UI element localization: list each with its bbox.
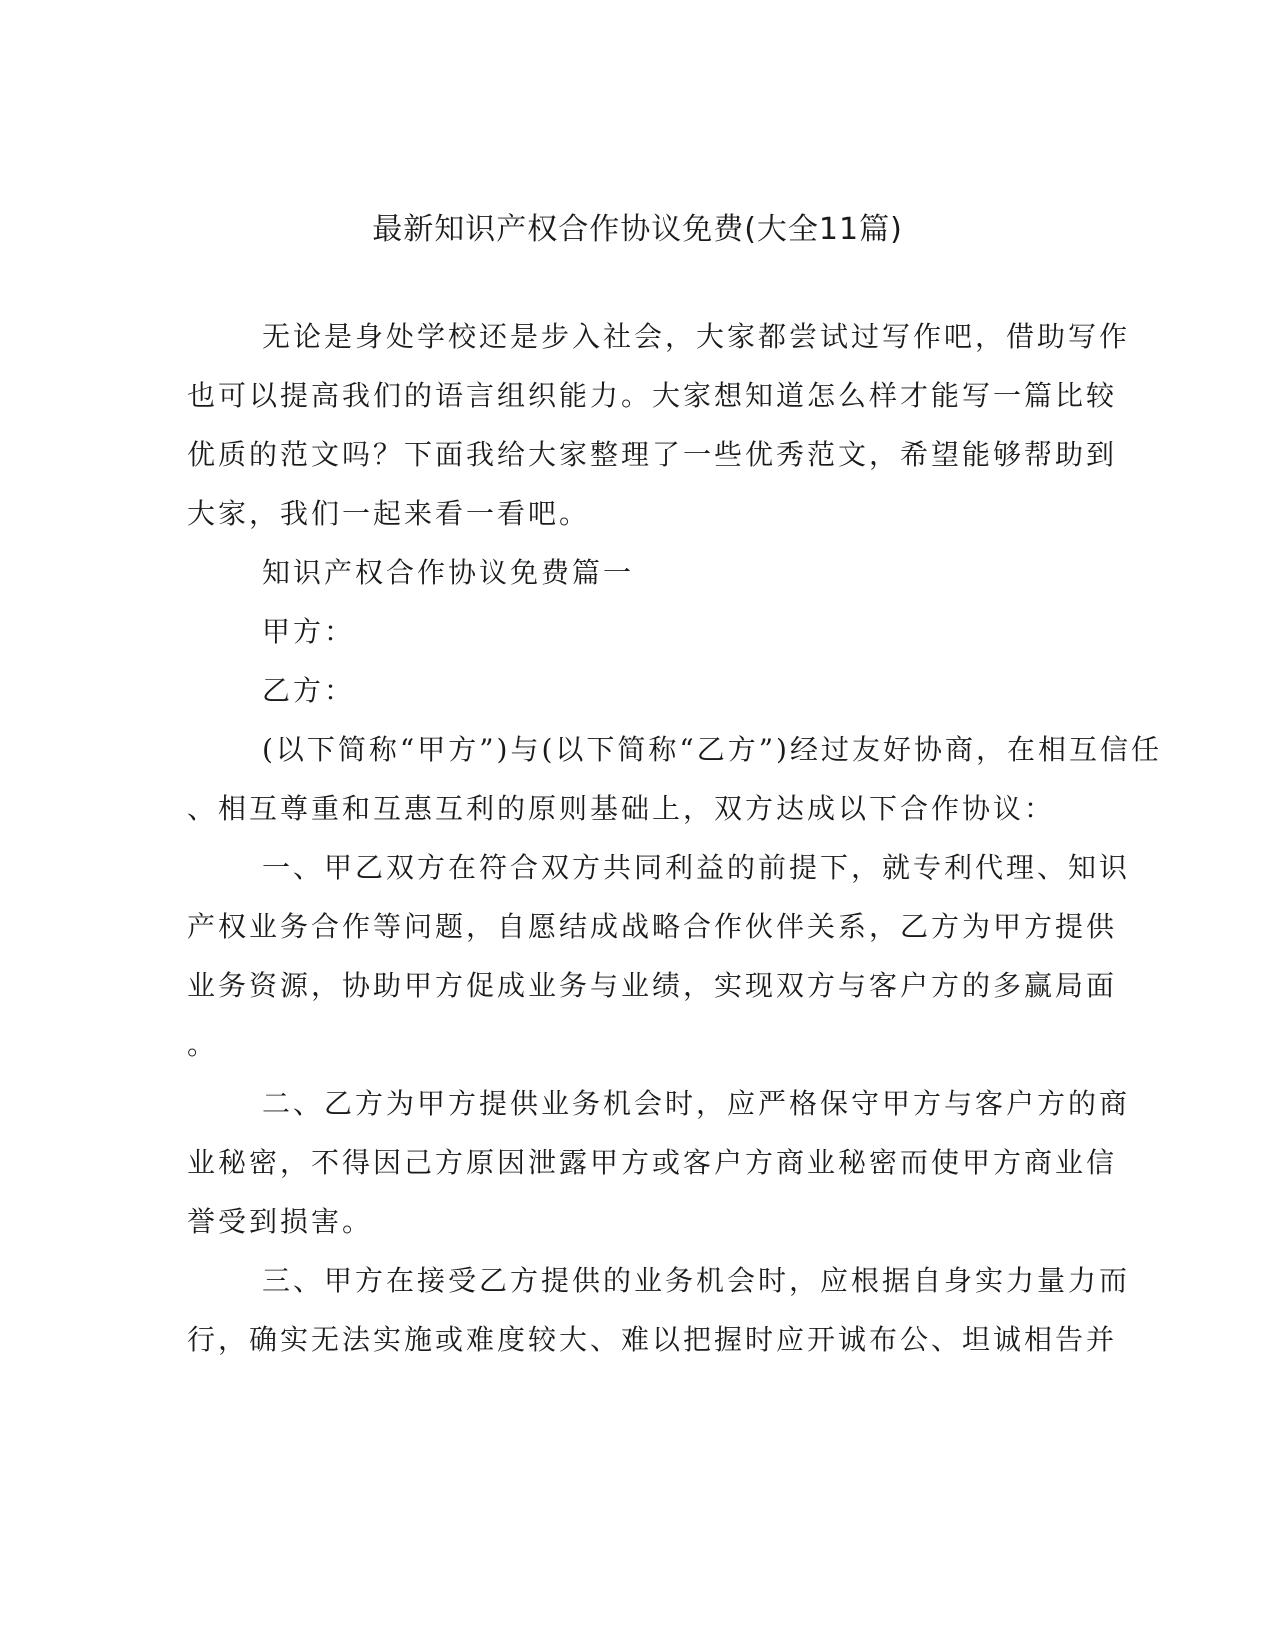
paragraph-line: (以下简称“甲方”)与(以下简称“乙方”)经过友好协商，在相互信任 bbox=[262, 733, 1162, 766]
paragraph-line: 行，确实无法实施或难度较大、难以把握时应开诚布公、坦诚相告并 bbox=[187, 1323, 1118, 1356]
paragraph-line: 二、乙方为甲方提供业务机会时，应严格保守甲方与客户方的商 bbox=[262, 1087, 1131, 1120]
paragraph-line: 一、甲乙双方在符合双方共同利益的前提下，就专利代理、知识 bbox=[262, 851, 1131, 884]
party-a-label: 甲方： bbox=[262, 615, 356, 648]
paragraph-line: 三、甲方在接受乙方提供的业务机会时，应根据自身实力量力而 bbox=[262, 1264, 1131, 1297]
paragraph-line: 。 bbox=[187, 1028, 219, 1061]
section-heading: 知识产权合作协议免费篇一 bbox=[262, 556, 635, 589]
paragraph-line: 产权业务合作等问题，自愿结成战略合作伙伴关系，乙方为甲方提供 bbox=[187, 910, 1118, 943]
paragraph-line: 优质的范文吗？下面我给大家整理了一些优秀范文，希望能够帮助到 bbox=[187, 438, 1118, 471]
party-b-label: 乙方： bbox=[262, 674, 356, 707]
paragraph-line: 无论是身处学校还是步入社会，大家都尝试过写作吧，借助写作 bbox=[262, 320, 1131, 353]
paragraph-line: 也可以提高我们的语言组织能力。大家想知道怎么样才能写一篇比较 bbox=[187, 379, 1118, 412]
document-title: 最新知识产权合作协议免费(大全11篇) bbox=[372, 212, 903, 247]
paragraph-line: 、相互尊重和互惠互利的原则基础上，双方达成以下合作协议： bbox=[187, 792, 1056, 825]
paragraph-line: 业秘密，不得因己方原因泄露甲方或客户方商业秘密而使甲方商业信 bbox=[187, 1146, 1118, 1179]
paragraph-line: 誉受到损害。 bbox=[187, 1205, 374, 1238]
paragraph-line: 大家，我们一起来看一看吧。 bbox=[187, 497, 591, 530]
paragraph-line: 业务资源，协助甲方促成业务与业绩，实现双方与客户方的多赢局面 bbox=[187, 969, 1118, 1002]
